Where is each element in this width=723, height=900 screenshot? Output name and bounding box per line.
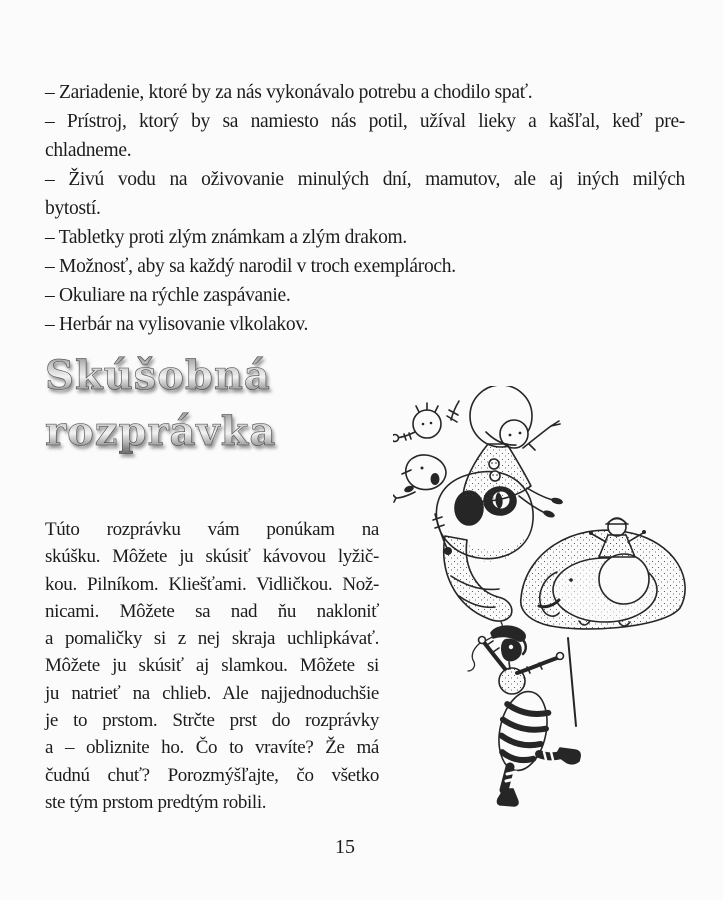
text-line: ju natrieť na chlieb. Ale najjednoduchšie: [45, 682, 379, 704]
text-line: – Tabletky proti zlým známkam a zlým drakom.: [45, 227, 407, 248]
story-illustration: [393, 386, 705, 832]
text-line: – Herbár na vylisovanie vlkolakov.: [45, 314, 309, 335]
text-line: – Zariadenie, ktoré by za nás vykonávalo potrebu a chodilo spať.: [45, 82, 533, 103]
text-line: a – obliznite ho. Čo to vravíte? Že má: [45, 737, 379, 759]
text-line: je to prstom. Strčte prst do rozprávky: [45, 710, 379, 732]
bug-figure: [479, 626, 581, 806]
chapter-title: [45, 348, 276, 460]
chapter-title-line1: Skúšobná: [45, 348, 276, 404]
page-number: 15: [335, 836, 355, 858]
story-paragraph: [45, 516, 379, 816]
text-line: čudnú chuť? Porozmýšľajte, čo všetko: [45, 764, 379, 786]
text-line: chladneme.: [45, 140, 132, 161]
text-line: ste tým prstom predtým robili.: [45, 791, 267, 813]
text-line: Túto rozprávku vám ponúkam na: [45, 519, 379, 540]
text-line: – Možnosť, aby sa každý narodil v troch exemplároch.: [45, 256, 456, 277]
text-line: a pomaličky si z nej skraja uchlipkávať.: [45, 628, 379, 650]
text-line: – Prístroj, ktorý by sa namiesto nás potil, užíval lieky a kašľal, keď pre-: [45, 111, 685, 132]
text-line: kou. Pilníkom. Kliešťami. Vidličkou. Nož-: [45, 573, 379, 595]
text-line: – Živú vodu na oživovanie minulých dní, mamutov, ale aj iných milých: [45, 169, 685, 190]
text-line: – Okuliare na rýchle zaspávanie.: [45, 285, 291, 306]
text-line: skúšku. Môžete ju skúsiť kávovou lyžič-: [45, 546, 379, 568]
wish-list: [45, 78, 685, 339]
text-line: Môžete ju skúsiť aj slamkou. Môžete si: [45, 655, 379, 677]
text-line: nicami. Môžete sa nad ňu nakloniť: [45, 600, 379, 622]
chapter-title-line2: rozprávka: [45, 404, 276, 460]
text-line: bytostí.: [45, 198, 101, 219]
